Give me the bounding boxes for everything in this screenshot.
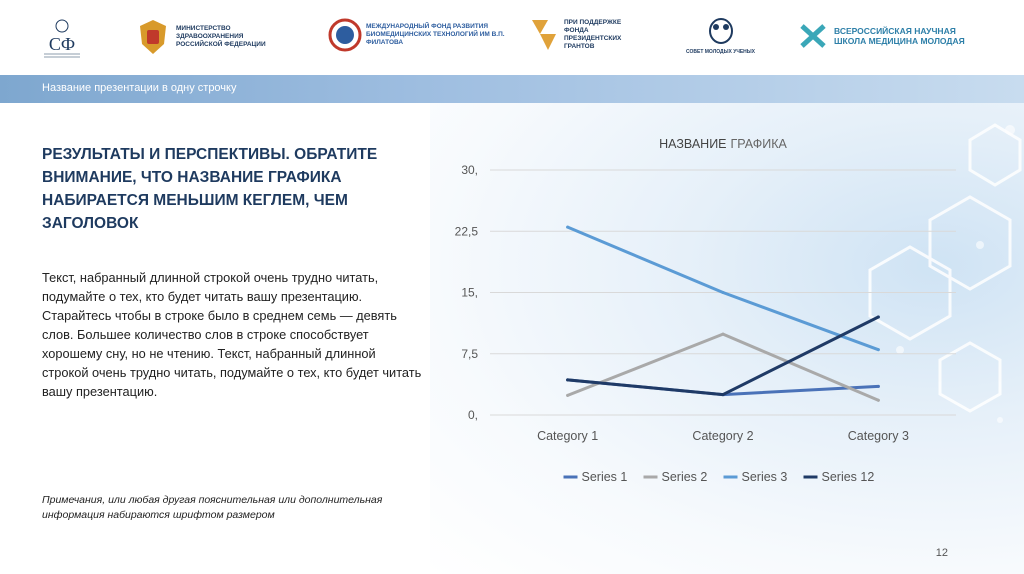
y-tick-label: 7,5 [461,346,478,361]
data-point-series-3 [566,226,569,229]
legend-label-series-1: Series 1 [581,470,628,484]
series-line-series-3 [568,227,879,350]
y-axis [455,163,479,422]
y-tick-label: 22,5 [454,224,478,239]
filatov-fund-logo-text: МЕЖДУНАРОДНЫЙ ФОНД РАЗВИТИЯ БИОМЕДИЦИНСКИХ ТЕХНОЛОГИЙ ИМ В.П. ФИЛАТОВА [366,23,505,46]
owl-icon [706,14,736,44]
minzdrav-logo-text: МИНИСТЕРСТВО ЗДРАВООХРАНЕНИЯ РОССИЙСКОЙ ФЕДЕРАЦИИ [176,25,266,48]
header-band [0,75,1024,103]
chart-title [659,137,787,151]
x-tick-label: Category 2 [692,429,754,443]
logo-bar [0,0,1024,75]
fund-emblem-icon [328,18,362,52]
data-point-series-1 [877,385,880,388]
young-scientists-logo-text: СОВЕТ МОЛОДЫХ УЧЕНЫХ [686,49,756,55]
y-tick-label: 15, [461,285,478,300]
series-line-series-1 [568,380,879,395]
sf-emblem-icon [40,18,84,60]
data-point-series-12 [566,378,569,381]
legend-label-series-2: Series 2 [661,470,708,484]
footnote: Примечания, или любая другая пояснительная или дополнительная информация набираются шрифтом размером [42,494,383,521]
series-line-series-2 [568,334,879,400]
young-scientists-logo [686,14,755,56]
series-line-series-12 [568,317,879,395]
data-point-series-3 [722,291,725,294]
presidential-grants-logo [528,18,644,52]
page-number: 12 [935,547,948,559]
sf-logo-text: СФ [48,34,76,54]
chart-title-part1: НАЗВАНИЕ [659,137,727,151]
data-point-series-3 [877,348,880,351]
line-chart [430,125,970,495]
grants-emblem-icon [528,18,558,52]
y-tick-label: 0, [467,408,478,422]
body-text: Текст, набранный длинной строкой очень трудно читать, подумайте о тех, кто будет читать вашу презентацию. Старайтесь чтобы в строке было в среднем семь — девять слов. Большее количество слов в строке способствует хорошему сну, но не чтению. Текст, набранный длинной строкой очень трудно читать, подумайте о тех, кто будет читать вашу презентацию. [42,270,422,399]
data-point-series-2 [566,394,569,397]
legend-label-series-3: Series 3 [741,470,788,484]
chart-legend [564,470,875,484]
young-medicine-logo-text: ВСЕРОССИЙСКАЯ НАУЧНАЯ ШКОЛА МЕДИЦИНА МОЛОДАЯ [834,26,965,46]
chart-series [566,226,880,402]
young-medicine-logo [798,22,984,50]
y-tick-label: 30, [461,163,478,177]
dna-icon [798,22,828,50]
minzdrav-logo [136,18,271,56]
data-point-series-2 [877,399,880,402]
legend-label-series-12: Series 12 [821,470,875,484]
data-point-series-12 [877,316,880,319]
presentation-title: Название презентации в одну строчку [42,82,237,94]
slide-heading: РЕЗУЛЬТАТЫ И ПЕРСПЕКТИВЫ. ОБРАТИТЕ ВНИМАНИЕ, ЧТО НАЗВАНИЕ ГРАФИКА НАБИРАЕТСЯ МЕНЬШИМ КЕГЛЕМ, ЧЕМ ЗАГОЛОВОК [42,146,378,232]
x-tick-label: Category 3 [847,429,909,443]
x-axis [537,429,909,443]
x-tick-label: Category 1 [537,429,599,443]
presidential-grants-logo-text: ПРИ ПОДДЕРЖКЕ ФОНДА ПРЕЗИДЕНТСКИХ ГРАНТОВ [564,19,622,50]
sf-logo [40,18,84,60]
data-point-series-12 [722,393,725,396]
data-point-series-2 [722,333,725,336]
chart-title-part2: ГРАФИКА [730,137,787,151]
filatov-fund-logo [328,18,506,52]
coat-of-arms-icon [136,18,170,56]
